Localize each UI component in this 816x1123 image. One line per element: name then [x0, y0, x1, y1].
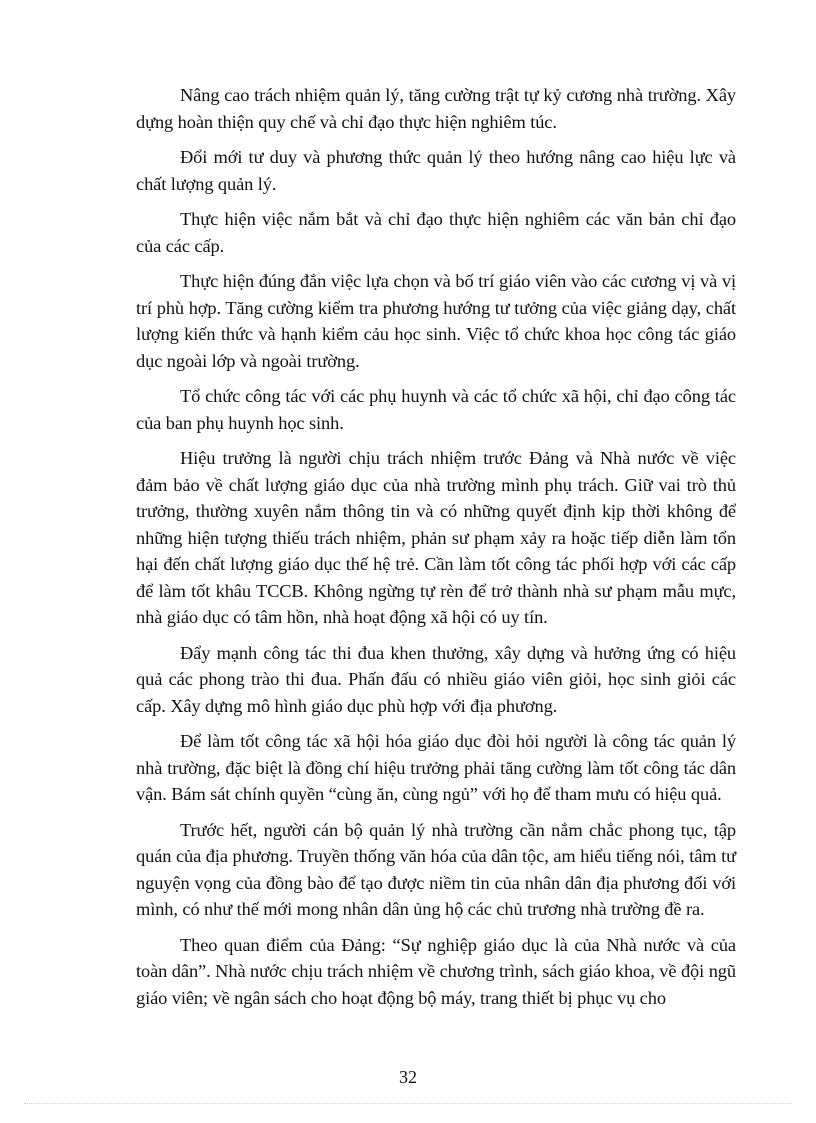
paragraph-10: Theo quan điểm của Đảng: “Sự nghiệp giáo dục là của Nhà nước và của toàn dân”. Nhà nước chịu trách nhiệm về chương trình, sách giáo khoa, về đội ngũ giáo viên; về ngân sách cho hoạt động bộ máy, trang thiết bị phục vụ cho [136, 934, 736, 1008]
paragraph-4: Thực hiện đúng đắn việc lựa chọn và bố trí giáo viên vào các cương vị và vị trí phù hợp. Tăng cường kiểm tra phương hướng tư tưởng của việc giảng dạy, chất lượng kiến thức và hạnh kiểm cảu học sinh. Việc tổ chức khoa học công tác giáo dục ngoài lớp và ngoài trường. [136, 271, 736, 371]
paragraph-8: Để làm tốt công tác xã hội hóa giáo dục đòi hỏi người là công tác quản lý nhà trường, đặc biệt là đồng chí hiệu trưởng phải tăng cường làm tốt công tác dân vận. Bám sát chính quyền “cùng ăn, cùng ngủ” với họ để tham mưu có hiệu quả. [136, 731, 736, 804]
paragraph-9: Trước hết, người cán bộ quản lý nhà trường cần nắm chắc phong tục, tập quán của địa phương. Truyền thống văn hóa của dân tộc, am hiểu tiếng nói, tâm tư nguyện vọng của đồng bào để tạo được niềm tin của nhân dân địa phương đối với mình, có như thế mới mong nhân dân ủng hộ các chủ trương nhà trường đề ra. [136, 819, 736, 919]
paragraph-1: Nâng cao trách nhiệm quản lý, tăng cường trật tự kỷ cương nhà trường. Xây dựng hoàn thiện quy chế và chỉ đạo thực hiện nghiêm túc. [136, 85, 736, 132]
page-number: 32 [399, 1067, 417, 1087]
paragraph-5: Tổ chức công tác với các phụ huynh và các tổ chức xã hội, chỉ đạo công tác của ban phụ huynh học sinh. [136, 386, 736, 433]
paragraph-6: Hiệu trưởng là người chịu trách nhiệm trước Đảng và Nhà nước về việc đảm bảo về chất lượng giáo dục của nhà trường mình phụ trách. Giữ vai trò thủ trưởng, thường xuyên nắm thông tin và có những quyết định kịp thời không để những hiện tượng thiếu trách nhiệm, phản sư phạm xảy ra hoặc tiếp diễn làm tổn hại đến chất lượng giáo dục thế hệ trẻ. Cần làm tốt công tác phối hợp với các cấp để làm tốt khâu TCCB. Không ngừng tự rèn để trở thành nhà sư phạm mẫu mực, nhà giáo dục có tâm hồn, nhà hoạt động xã hội có uy tín. [136, 448, 736, 627]
paragraph-2: Đổi mới tư duy và phương thức quản lý theo hướng nâng cao hiệu lực và chất lượng quản lý. [136, 147, 736, 194]
paragraph-7: Đẩy mạnh công tác thi đua khen thưởng, xây dựng và hưởng ứng có hiệu quả các phong trào thi đua. Phấn đấu có nhiều giáo viên giỏi, học sinh giỏi các cấp. Xây dựng mô hình giáo dục phù hợp với địa phương. [136, 642, 736, 716]
footer-divider [24, 1103, 792, 1104]
paragraph-3: Thực hiện việc nắm bắt và chỉ đạo thực hiện nghiêm các văn bản chỉ đạo của các cấp. [136, 209, 736, 256]
page-body [136, 82, 736, 1020]
